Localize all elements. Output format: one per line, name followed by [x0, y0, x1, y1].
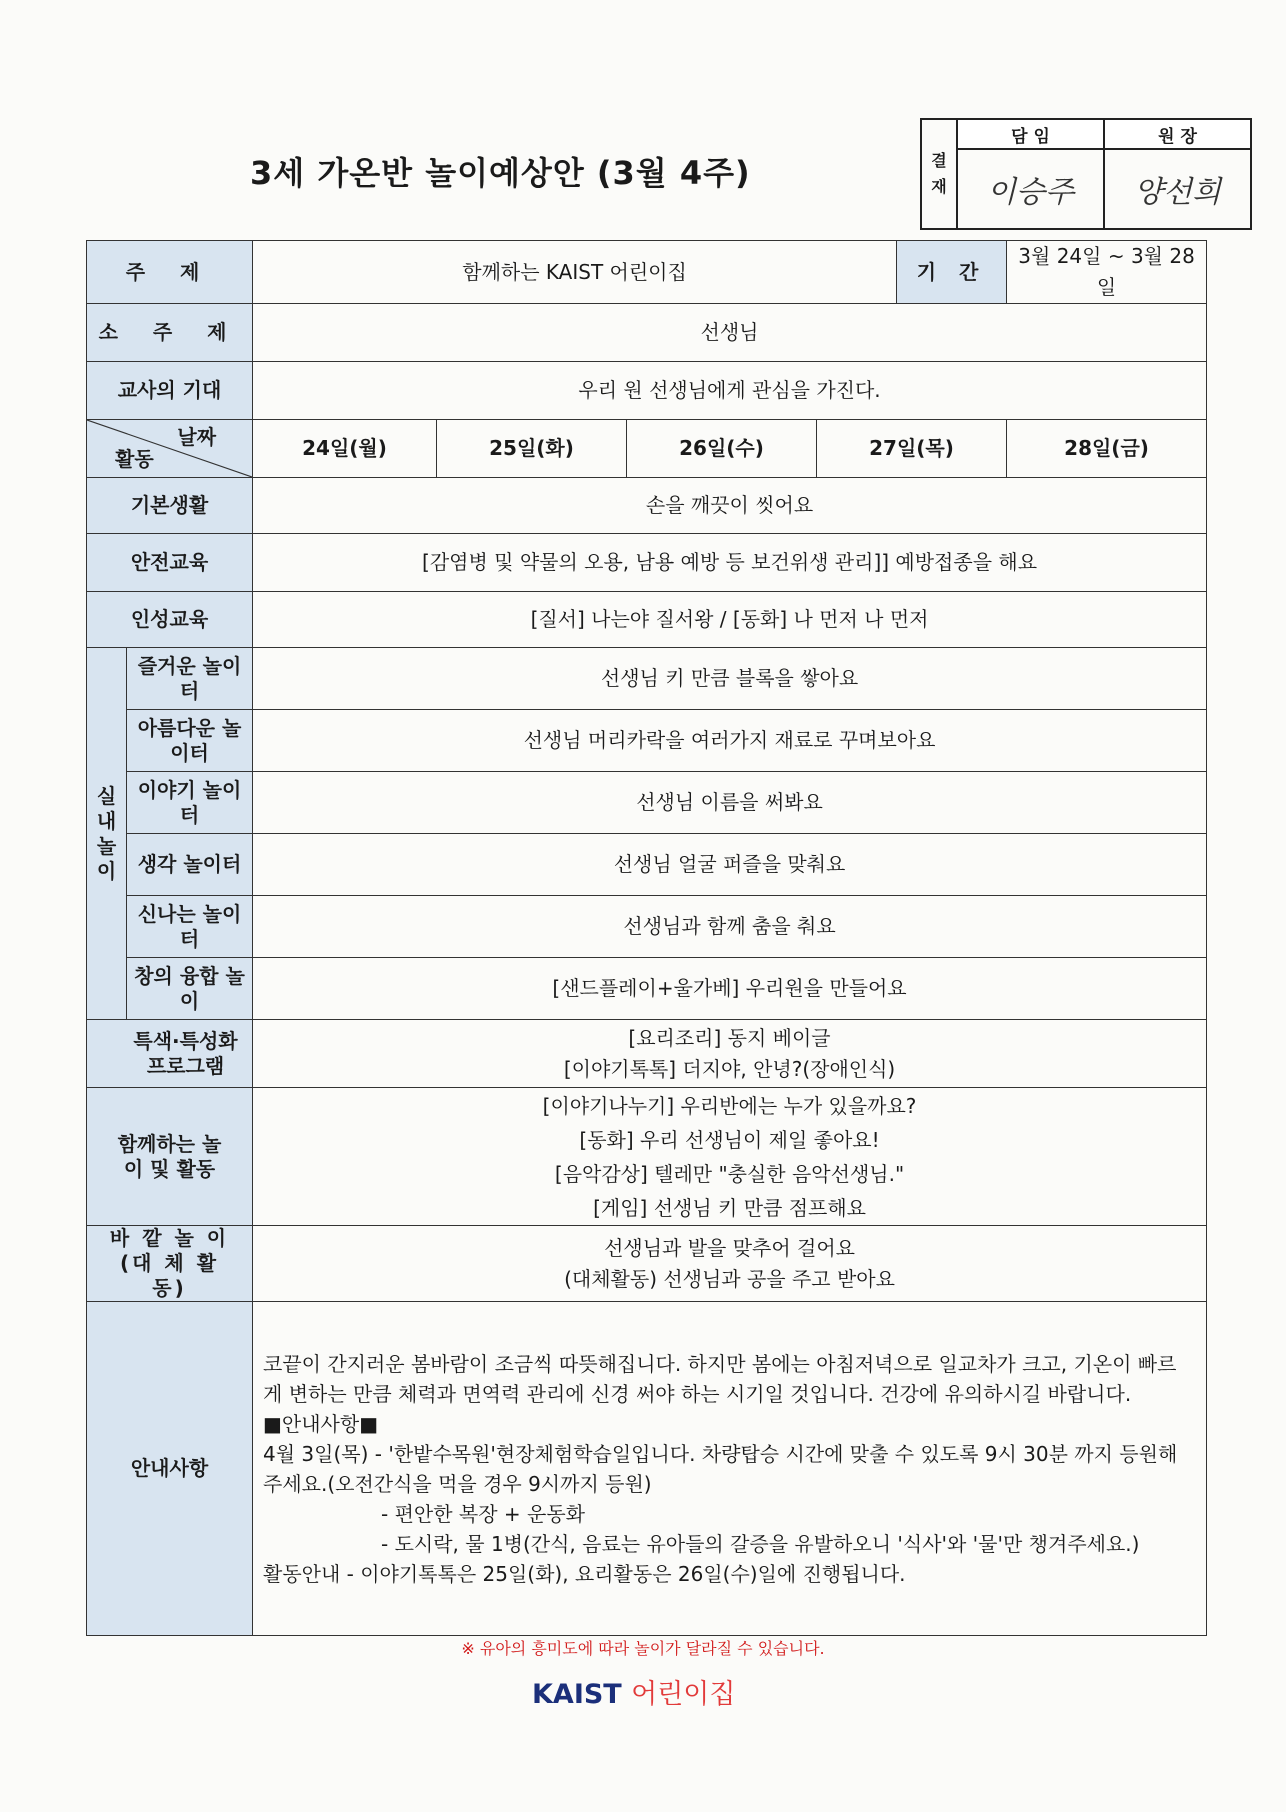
indoor-play-text: 실내놀이 [96, 783, 117, 883]
notice-heading: ■안내사항■ [263, 1411, 379, 1436]
topic-value: 함께하는 KAIST 어린이집 [253, 241, 897, 304]
together-item-3: [음악감상] 텔레만 "충실한 음악선생님." [554, 1161, 905, 1186]
row-indoor-4 [87, 834, 1207, 896]
indoor-value-4: 선생님 얼굴 퍼즐을 맞춰요 [253, 834, 1207, 896]
row-character [87, 592, 1207, 648]
row-topic [87, 241, 1207, 304]
logo-brand: KAIST [532, 1679, 622, 1710]
indoor-value-6: [샌드플레이+울가베] 우리원을 만들어요 [253, 958, 1207, 1020]
day-thu: 27일(목) [817, 420, 1007, 478]
approval-box [920, 118, 1252, 230]
row-indoor-3 [87, 772, 1207, 834]
kaist-logo [532, 1672, 735, 1711]
row-together [87, 1088, 1207, 1226]
row-safety [87, 534, 1207, 592]
day-mon: 24일(월) [253, 420, 437, 478]
notice-item-3: - 도시락, 물 1병(간식, 음료는 유아들의 갈증을 유발하오니 '식사'와 '물'만 챙겨주세요.) [381, 1531, 1140, 1556]
header-activity: 활동 [115, 447, 154, 471]
row-expectation [87, 362, 1207, 420]
notice-item-2: - 편안한 복장 + 운동화 [381, 1501, 585, 1526]
indoor-value-1: 선생님 키 만큼 블록을 쌓아요 [253, 648, 1207, 710]
day-wed: 26일(수) [627, 420, 817, 478]
notice-item-1: 4월 3일(목) - '한밭수목원'현장체험학습일입니다. 차량탑승 시간에 맞출 수 있도록 9시 30분 까지 등원해주세요.(오전간식을 먹을 경우 9시까지 등원) [263, 1441, 1178, 1496]
indoor-label-2: 아름다운 놀이터 [127, 710, 253, 772]
row-basic-life [87, 478, 1207, 534]
safety-value: [감염병 및 약물의 오용, 남용 예방 등 보건위생 관리]] 예방접종을 해요 [253, 534, 1207, 592]
diagonal-line [87, 420, 252, 477]
topic-label: 주 제 [87, 241, 253, 304]
footer-note: ※ 유아의 흥미도에 따라 놀이가 달라질 수 있습니다. [461, 1639, 825, 1658]
basic-life-label: 기본생활 [87, 478, 253, 534]
together-label: 함께하는 놀이 및 활동 [87, 1088, 253, 1226]
indoor-label-1: 즐거운 놀이터 [127, 648, 253, 710]
basic-life-value: 손을 깨끗이 씻어요 [253, 478, 1207, 534]
character-label: 인성교육 [87, 592, 253, 648]
special-value [253, 1020, 1207, 1088]
row-days [87, 420, 1207, 478]
together-item-4: [게임] 선생님 키 만큼 점프해요 [593, 1195, 866, 1220]
row-indoor-5 [87, 896, 1207, 958]
page-title: 3세 가온반 놀이예상안 (3월 4주) [250, 154, 751, 192]
indoor-value-5: 선생님과 함께 춤을 춰요 [253, 896, 1207, 958]
logo-text: 어린이집 [631, 1679, 736, 1710]
row-indoor-1 [87, 648, 1207, 710]
indoor-play-label [87, 648, 127, 1020]
outdoor-item-2: (대체활동) 선생님과 공을 주고 받아요 [564, 1266, 895, 1291]
together-item-1: [이야기나누기] 우리반에는 누가 있을까요? [542, 1093, 917, 1118]
special-item-1: [요리조리] 동지 베이글 [628, 1025, 831, 1050]
subtopic-value: 선생님 [253, 304, 1207, 362]
approval-header-teacher: 담 임 [957, 119, 1104, 149]
row-special [87, 1020, 1207, 1088]
header-date: 날짜 [177, 425, 217, 449]
indoor-label-4: 생각 놀이터 [127, 834, 253, 896]
indoor-label-5: 신나는 놀이터 [127, 896, 253, 958]
period-value: 3월 24일 ~ 3월 28일 [1007, 241, 1207, 304]
notice-value [253, 1302, 1207, 1636]
signature-director: 양선희 [1104, 149, 1251, 229]
character-value: [질서] 나는야 질서왕 / [동화] 나 먼저 나 먼저 [253, 592, 1207, 648]
row-indoor-6 [87, 958, 1207, 1020]
expectation-value: 우리 원 선생님에게 관심을 가진다. [253, 362, 1207, 420]
date-activity-header [87, 420, 253, 478]
subtopic-label: 소 주 제 [87, 304, 253, 362]
signature-teacher: 이승주 [957, 149, 1104, 229]
outdoor-value [253, 1226, 1207, 1302]
row-outdoor [87, 1226, 1207, 1302]
notice-item-4: 활동안내 - 이야기톡톡은 25일(화), 요리활동은 26일(수)일에 진행됩니다. [263, 1561, 906, 1586]
approval-label: 결 재 [921, 119, 957, 229]
row-notice [87, 1302, 1207, 1636]
row-subtopic [87, 304, 1207, 362]
day-fri: 28일(금) [1007, 420, 1207, 478]
together-item-2: [동화] 우리 선생님이 제일 좋아요! [579, 1127, 880, 1152]
special-item-2: [이야기톡톡] 더지야, 안녕?(장애인식) [563, 1056, 896, 1081]
indoor-label-3: 이야기 놀이터 [127, 772, 253, 834]
approval-header-director: 원 장 [1104, 119, 1251, 149]
notice-intro: 코끝이 간지러운 봄바람이 조금씩 따뜻해집니다. 하지만 봄에는 아침저녁으로 일교차가 크고, 기온이 빠르게 변하는 만큼 체력과 면역력 관리에 신경 써야 하는 시기일 것입니다. 건강에 유의하시길 바랍니다. [263, 1351, 1177, 1406]
row-indoor-2 [87, 710, 1207, 772]
day-tue: 25일(화) [437, 420, 627, 478]
outdoor-label: 바 깥 놀 이 (대 체 활 동) [87, 1226, 253, 1302]
expectation-label: 교사의 기대 [87, 362, 253, 420]
special-label: 특색·특성화 프로그램 [87, 1020, 253, 1088]
outdoor-item-1: 선생님과 발을 맞추어 걸어요 [604, 1235, 855, 1260]
notice-label: 안내사항 [87, 1302, 253, 1636]
indoor-value-3: 선생님 이름을 써봐요 [253, 772, 1207, 834]
indoor-label-6: 창의 융합 놀이 [127, 958, 253, 1020]
period-label: 기 간 [897, 241, 1007, 304]
safety-label: 안전교육 [87, 534, 253, 592]
weekly-plan-table [86, 240, 1207, 1636]
indoor-value-2: 선생님 머리카락을 여러가지 재료로 꾸며보아요 [253, 710, 1207, 772]
together-value [253, 1088, 1207, 1226]
